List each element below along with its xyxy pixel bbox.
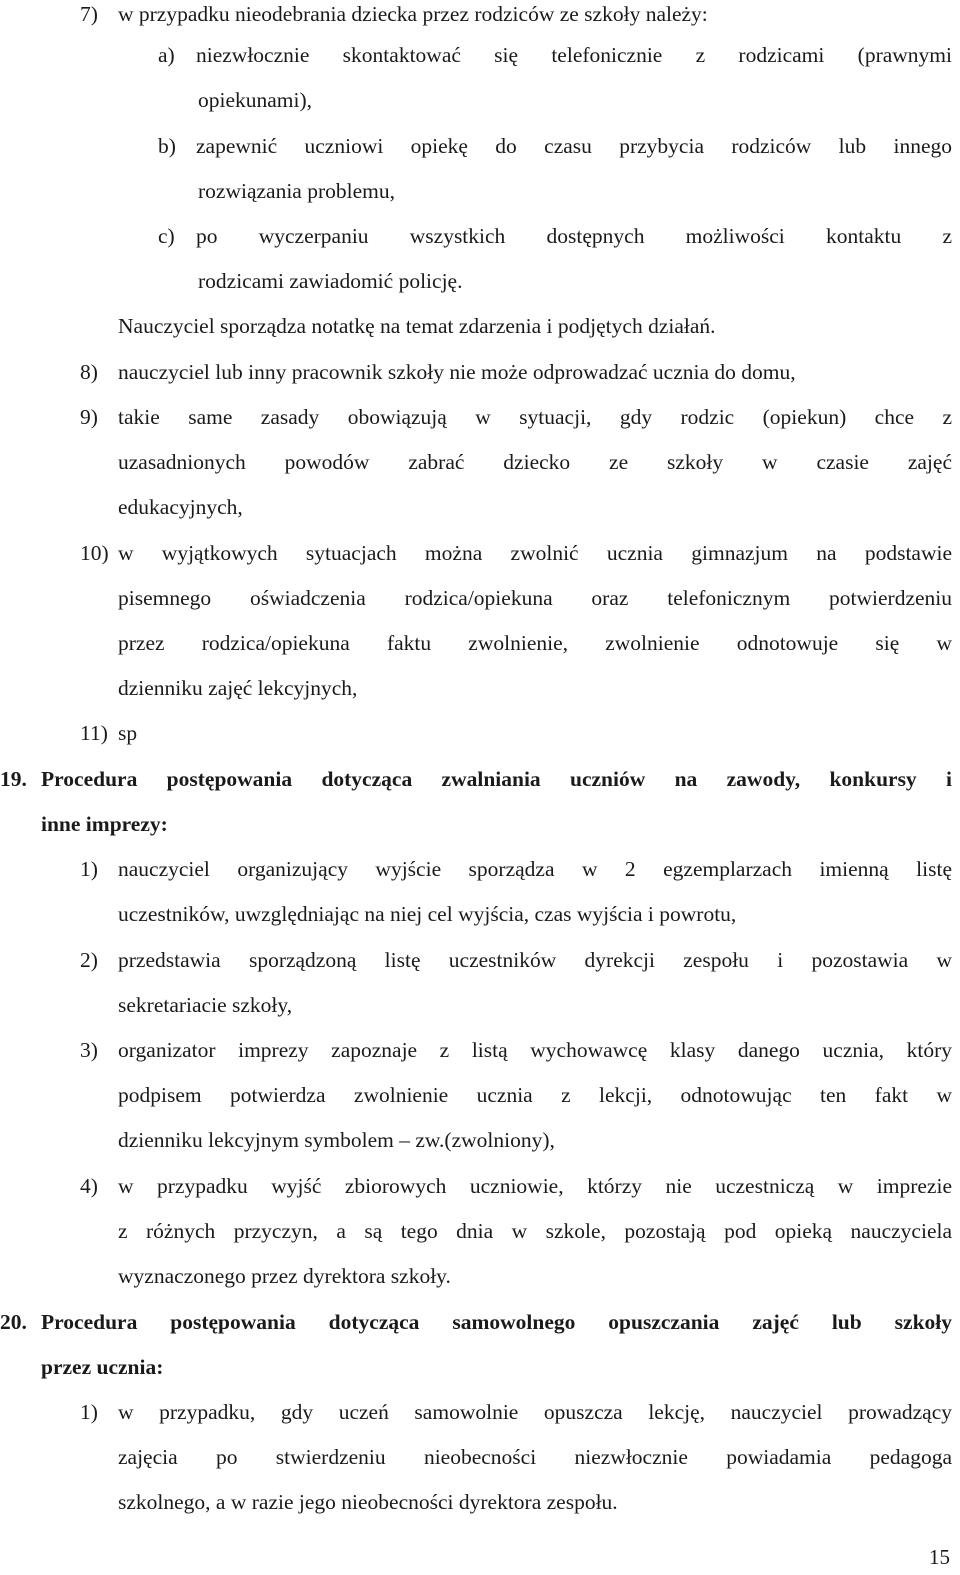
item-text: w przypadku wyjść zbiorowych uczniowie, którzy nie uczestniczą w imprezie (118, 1174, 952, 1198)
item-number: 10) (80, 541, 109, 565)
item-text: zajęcia po stwierdzeniu nieobecności niezwłocznie powiadamia pedagoga (118, 1445, 952, 1469)
item-text: pisemnego oświadczenia rodzica/opiekuna oraz telefonicznym potwierdzeniu (118, 586, 952, 610)
item-number: 7) (80, 2, 98, 26)
item-text: dzienniku zajęć lekcyjnych, (118, 676, 358, 700)
subitem-text: rozwiązania problemu, (198, 179, 395, 203)
item-text: nauczyciel organizujący wyjście sporządza w 2 egzemplarzach imienną listę (118, 857, 952, 881)
item-text: edukacyjnych, (118, 495, 243, 519)
item-number: 1) (80, 1400, 98, 1424)
note-text: Nauczyciel sporządza notatkę na temat zdarzenia i podjętych działań. (118, 314, 716, 338)
section-heading: Procedura postępowania dotycząca samowolnego opuszczania zajęć lub szkoły (41, 1310, 952, 1334)
item-text: dzienniku lekcyjnym symbolem – zw.(zwolniony), (118, 1128, 555, 1152)
item-number: 3) (80, 1038, 98, 1062)
item-text: sekretariacie szkoły, (118, 993, 293, 1017)
section-number: 19. (0, 767, 27, 791)
item-number: 4) (80, 1174, 98, 1198)
item-number: 9) (80, 405, 98, 429)
subitem-letter: c) (158, 224, 175, 248)
item-text: wyznaczonego przez dyrektora szkoły. (118, 1264, 451, 1288)
item-number: 1) (80, 857, 98, 881)
page-number: 15 (929, 1545, 950, 1569)
item-text: w przypadku nieodebrania dziecka przez rodziców ze szkoły należy: (118, 2, 708, 26)
item-text: nauczyciel lub inny pracownik szkoły nie może odprowadzać ucznia do domu, (118, 360, 796, 384)
item-number: 11) (80, 721, 108, 745)
subitem-letter: a) (158, 43, 175, 67)
item-text: podpisem potwierdza zwolnienie ucznia z lekcji, odnotowując ten fakt w (118, 1083, 952, 1107)
subitem-text: po wyczerpaniu wszystkich dostępnych możliwości kontaktu z (196, 224, 952, 248)
subitem-text: opiekunami), (198, 88, 313, 112)
subitem-letter: b) (158, 134, 176, 158)
item-text: organizator imprezy zapoznaje z listą wychowawcę klasy danego ucznia, który (118, 1038, 952, 1062)
item-text: szkolnego, a w razie jego nieobecności dyrektora zespołu. (118, 1490, 618, 1514)
section-heading: Procedura postępowania dotycząca zwalniania uczniów na zawody, konkursy i (41, 767, 952, 791)
section-heading: przez ucznia: (41, 1355, 164, 1379)
subitem-text: zapewnić uczniowi opiekę do czasu przybycia rodziców lub innego (196, 134, 952, 158)
item-text: przedstawia sporządzoną listę uczestników dyrekcji zespołu i pozostawia w (118, 948, 952, 972)
item-number: 2) (80, 948, 98, 972)
item-text: w przypadku, gdy uczeń samowolnie opuszcza lekcję, nauczyciel prowadzący (118, 1400, 952, 1424)
item-text: przez rodzica/opiekuna faktu zwolnienie, zwolnienie odnotowuje się w (118, 631, 952, 655)
section-number: 20. (0, 1310, 27, 1334)
item-text: uzasadnionych powodów zabrać dziecko ze szkoły w czasie zajęć (118, 450, 952, 474)
item-number: 8) (80, 360, 98, 384)
item-text: uczestników, uwzględniając na niej cel wyjścia, czas wyjścia i powrotu, (118, 902, 737, 926)
item-text: sp (118, 721, 138, 745)
item-text: takie same zasady obowiązują w sytuacji, gdy rodzic (opiekun) chce z (118, 405, 952, 429)
subitem-text: rodzicami zawiadomić policję. (198, 269, 463, 293)
subitem-text: niezwłocznie skontaktować się telefonicznie z rodzicami (prawnymi (196, 43, 952, 67)
item-text: w wyjątkowych sytuacjach można zwolnić ucznia gimnazjum na podstawie (118, 541, 952, 565)
item-text: z różnych przyczyn, a są tego dnia w szkole, pozostają pod opieką nauczyciela (118, 1219, 952, 1243)
section-heading: inne imprezy: (41, 812, 168, 836)
